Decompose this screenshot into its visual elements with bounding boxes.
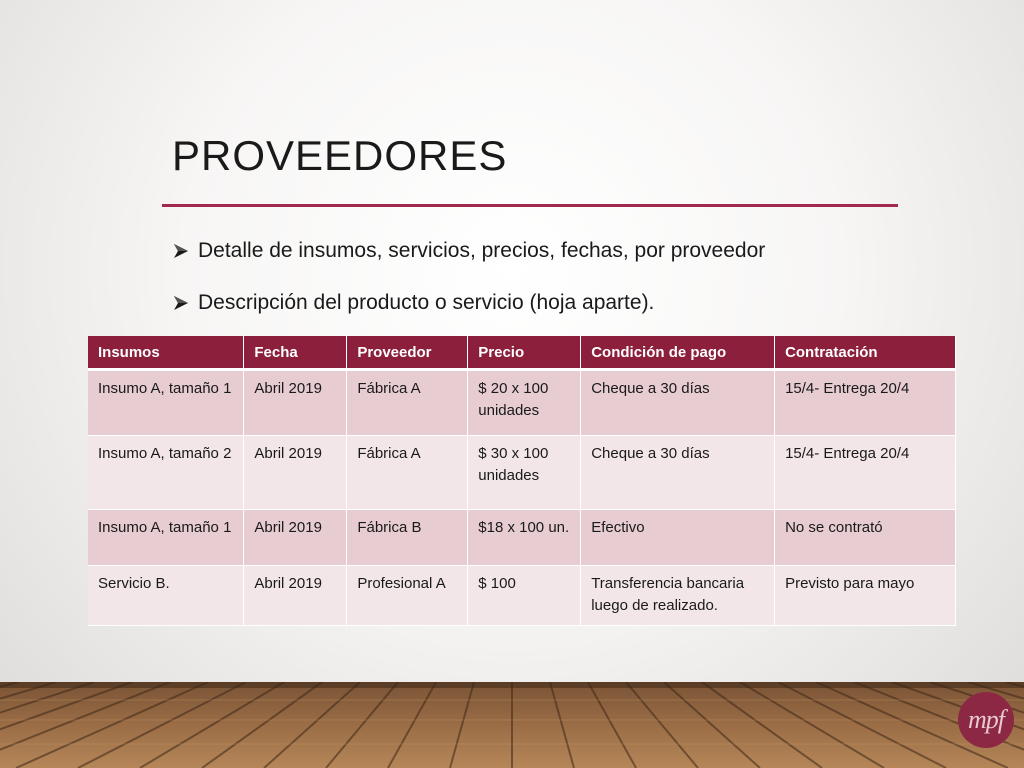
cell-fecha: Abril 2019: [244, 510, 347, 566]
cell-proveedor: Fábrica A: [347, 370, 468, 436]
cell-fecha: Abril 2019: [244, 566, 347, 626]
cell-insumo: Servicio B.: [88, 566, 244, 626]
cell-pago: Cheque a 30 días: [581, 370, 775, 436]
cell-insumo: Insumo A, tamaño 1: [88, 510, 244, 566]
cell-contratacion: No se contrató: [775, 510, 956, 566]
table-row: [88, 566, 956, 626]
table-row: [88, 510, 956, 566]
cell-pago: Cheque a 30 días: [581, 436, 775, 510]
cell-contratacion: Previsto para mayo: [775, 566, 956, 626]
column-header-fecha: Fecha: [244, 336, 347, 370]
cell-contratacion: 15/4- Entrega 20/4: [775, 436, 956, 510]
bullet-text: Detalle de insumos, servicios, precios, fechas, por proveedor: [198, 239, 766, 262]
brand-logo: mpf: [958, 692, 1014, 748]
cell-precio: $ 30 x 100 unidades: [468, 436, 581, 510]
bullet-item: [172, 236, 765, 266]
cell-precio: $18 x 100 un.: [468, 510, 581, 566]
column-header-contratacion: Contratación: [775, 336, 956, 370]
cell-fecha: Abril 2019: [244, 370, 347, 436]
title-underline: [162, 204, 898, 207]
cell-precio: $ 20 x 100 unidades: [468, 370, 581, 436]
bullet-text: Descripción del producto o servicio (hoja aparte).: [198, 291, 655, 314]
cell-pago: Efectivo: [581, 510, 775, 566]
column-header-precio: Precio: [468, 336, 581, 370]
table-header-row: [88, 336, 956, 370]
column-header-condicion: Condición de pago: [581, 336, 775, 370]
cell-contratacion: 15/4- Entrega 20/4: [775, 370, 956, 436]
cell-pago: Transferencia bancaria luego de realizado.: [581, 566, 775, 626]
suppliers-table: [88, 336, 956, 626]
wood-floor: [0, 682, 1024, 768]
cell-proveedor: Fábrica A: [347, 436, 468, 510]
arrow-right-icon: [172, 242, 190, 260]
table-row: [88, 370, 956, 436]
cell-insumo: Insumo A, tamaño 2: [88, 436, 244, 510]
cell-fecha: Abril 2019: [244, 436, 347, 510]
bullet-item: [172, 288, 765, 318]
cell-proveedor: Fábrica B: [347, 510, 468, 566]
arrow-right-icon: [172, 294, 190, 312]
bullet-list: [172, 236, 765, 340]
table-row: [88, 436, 956, 510]
slide-title: PROVEEDORES: [172, 132, 508, 179]
cell-insumo: Insumo A, tamaño 1: [88, 370, 244, 436]
cell-proveedor: Profesional A: [347, 566, 468, 626]
column-header-insumos: Insumos: [88, 336, 244, 370]
column-header-proveedor: Proveedor: [347, 336, 468, 370]
cell-precio: $ 100: [468, 566, 581, 626]
